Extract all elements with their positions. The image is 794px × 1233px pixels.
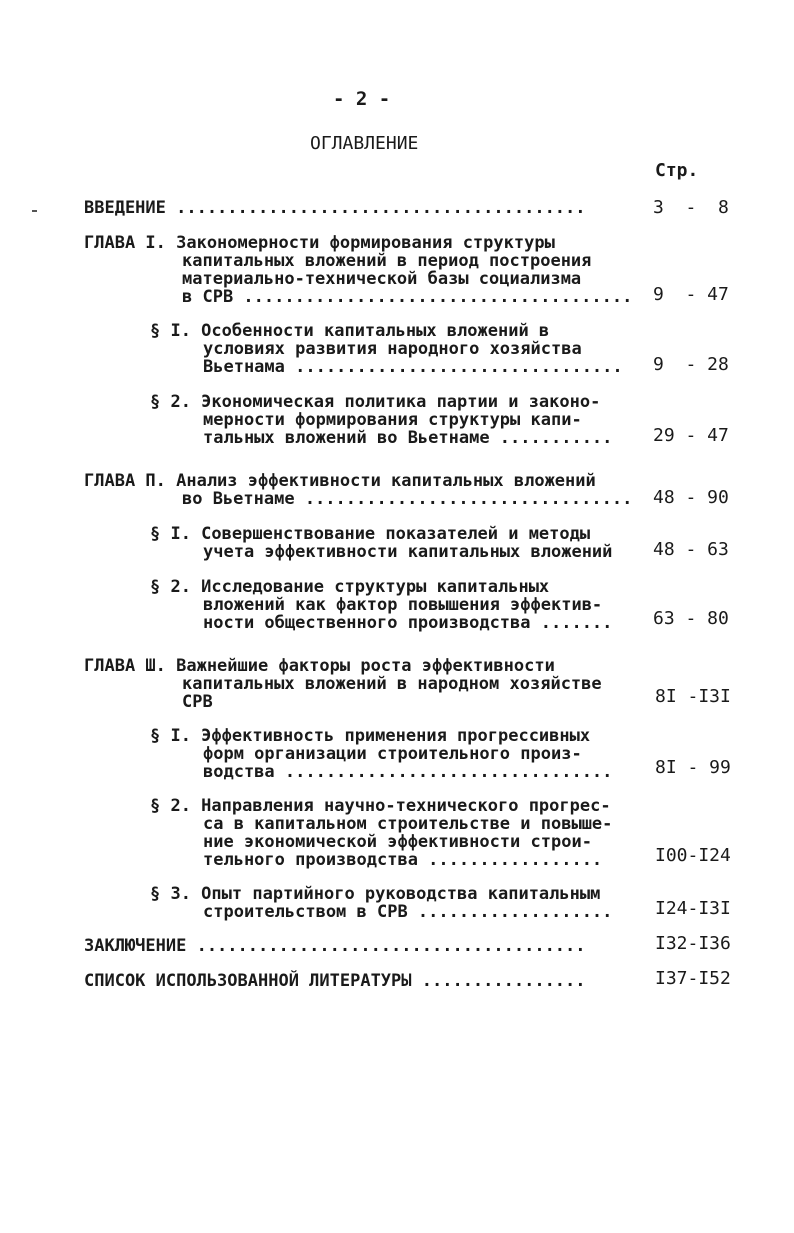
toc-entry-section-2-2-line-3: ности общественного производства ....... xyxy=(203,613,613,633)
toc-entry-introduction: ВВЕДЕНИЕ ........................................ xyxy=(84,198,586,218)
toc-pages-section-1-1: 9 - 28 xyxy=(653,354,729,375)
scan-mark xyxy=(32,210,37,212)
toc-entry-section-2-1-line-1: § I. Совершенствование показателей и методы xyxy=(150,524,591,544)
toc-entry-chapter-3-line-3: СРВ xyxy=(182,692,213,712)
toc-entry-section-3-2-line-2: са в капитальном строительстве и повыше- xyxy=(203,814,613,834)
toc-entry-section-2-1-line-2: учета эффективности капитальных вложений xyxy=(203,542,613,562)
toc-entry-section-1-2-line-2: мерности формирования структуры капи- xyxy=(203,410,582,430)
toc-pages-section-3-2: I00-I24 xyxy=(655,845,731,866)
toc-entry-section-1-2-line-1: § 2. Экономическая политика партии и законо- xyxy=(150,392,601,412)
toc-entry-section-3-1-line-3: водства ................................ xyxy=(203,762,613,782)
toc-entry-bibliography: СПИСОК ИСПОЛЬЗОВАННОЙ ЛИТЕРАТУРЫ ................ xyxy=(84,971,586,991)
toc-pages-section-1-2: 29 - 47 xyxy=(653,425,729,446)
page-column-label: Стр. xyxy=(655,160,699,181)
toc-pages-section-3-3: I24-I3I xyxy=(655,898,731,919)
toc-pages-conclusion: I32-I36 xyxy=(655,933,731,954)
toc-pages-section-3-1: 8I - 99 xyxy=(655,757,731,778)
toc-entry-section-3-2-line-4: тельного производства ................. xyxy=(203,850,603,870)
toc-entry-section-1-1-line-1: § I. Особенности капитальных вложений в xyxy=(150,321,550,341)
toc-title: ОГЛАВЛЕНИЕ xyxy=(310,133,419,154)
toc-entry-section-1-1-line-3: Вьетнама ................................ xyxy=(203,357,623,377)
toc-entry-chapter-3-line-2: капитальных вложений в народном хозяйстве xyxy=(182,674,602,694)
toc-entry-chapter-2-line-2: во Вьетнаме ................................ xyxy=(182,489,633,509)
toc-pages-chapter-1: 9 - 47 xyxy=(653,284,729,305)
page-number: - 2 - xyxy=(333,88,391,110)
toc-entry-chapter-1-line-2: капитальных вложений в период построения xyxy=(182,251,592,271)
toc-entry-section-2-2-line-1: § 2. Исследование структуры капитальных xyxy=(150,577,550,597)
toc-pages-chapter-2: 48 - 90 xyxy=(653,487,729,508)
toc-pages-chapter-3: 8I -I3I xyxy=(655,686,731,707)
toc-pages-introduction: 3 - 8 xyxy=(653,197,729,218)
toc-entry-section-3-2-line-1: § 2. Направления научно-технического прогрес- xyxy=(150,796,611,816)
toc-entry-chapter-1-line-4: в СРВ ...................................... xyxy=(182,287,633,307)
toc-entry-section-3-3-line-1: § 3. Опыт партийного руководства капитальным xyxy=(150,884,601,904)
toc-entry-section-1-2-line-3: тальных вложений во Вьетнаме ........... xyxy=(203,428,613,448)
toc-pages-section-2-2: 63 - 80 xyxy=(653,608,729,629)
toc-entry-section-3-1-line-1: § I. Эффективность применения прогрессивных xyxy=(150,726,591,746)
toc-entry-section-3-3-line-2: строительством в СРВ ................... xyxy=(203,902,613,922)
toc-entry-section-3-1-line-2: форм организации строительного произ- xyxy=(203,744,582,764)
toc-entry-chapter-2-line-1: ГЛАВА П. Анализ эффективности капитальных вложений xyxy=(84,471,596,491)
toc-entry-section-3-2-line-3: ние экономической эффективности строи- xyxy=(203,832,592,852)
toc-pages-bibliography: I37-I52 xyxy=(655,968,731,989)
toc-pages-section-2-1: 48 - 63 xyxy=(653,539,729,560)
toc-entry-chapter-3-line-1: ГЛАВА Ш. Важнейшие факторы роста эффективности xyxy=(84,656,555,676)
toc-entry-section-2-2-line-2: вложений как фактор повышения эффектив- xyxy=(203,595,603,615)
toc-entry-chapter-1-line-3: материально-технической базы социализма xyxy=(182,269,582,289)
toc-entry-section-1-1-line-2: условиях развития народного хозяйства xyxy=(203,339,582,359)
toc-entry-chapter-1-line-1: ГЛАВА I. Закономерности формирования структуры xyxy=(84,233,555,253)
toc-entry-conclusion: ЗАКЛЮЧЕНИЕ ...................................... xyxy=(84,936,586,956)
